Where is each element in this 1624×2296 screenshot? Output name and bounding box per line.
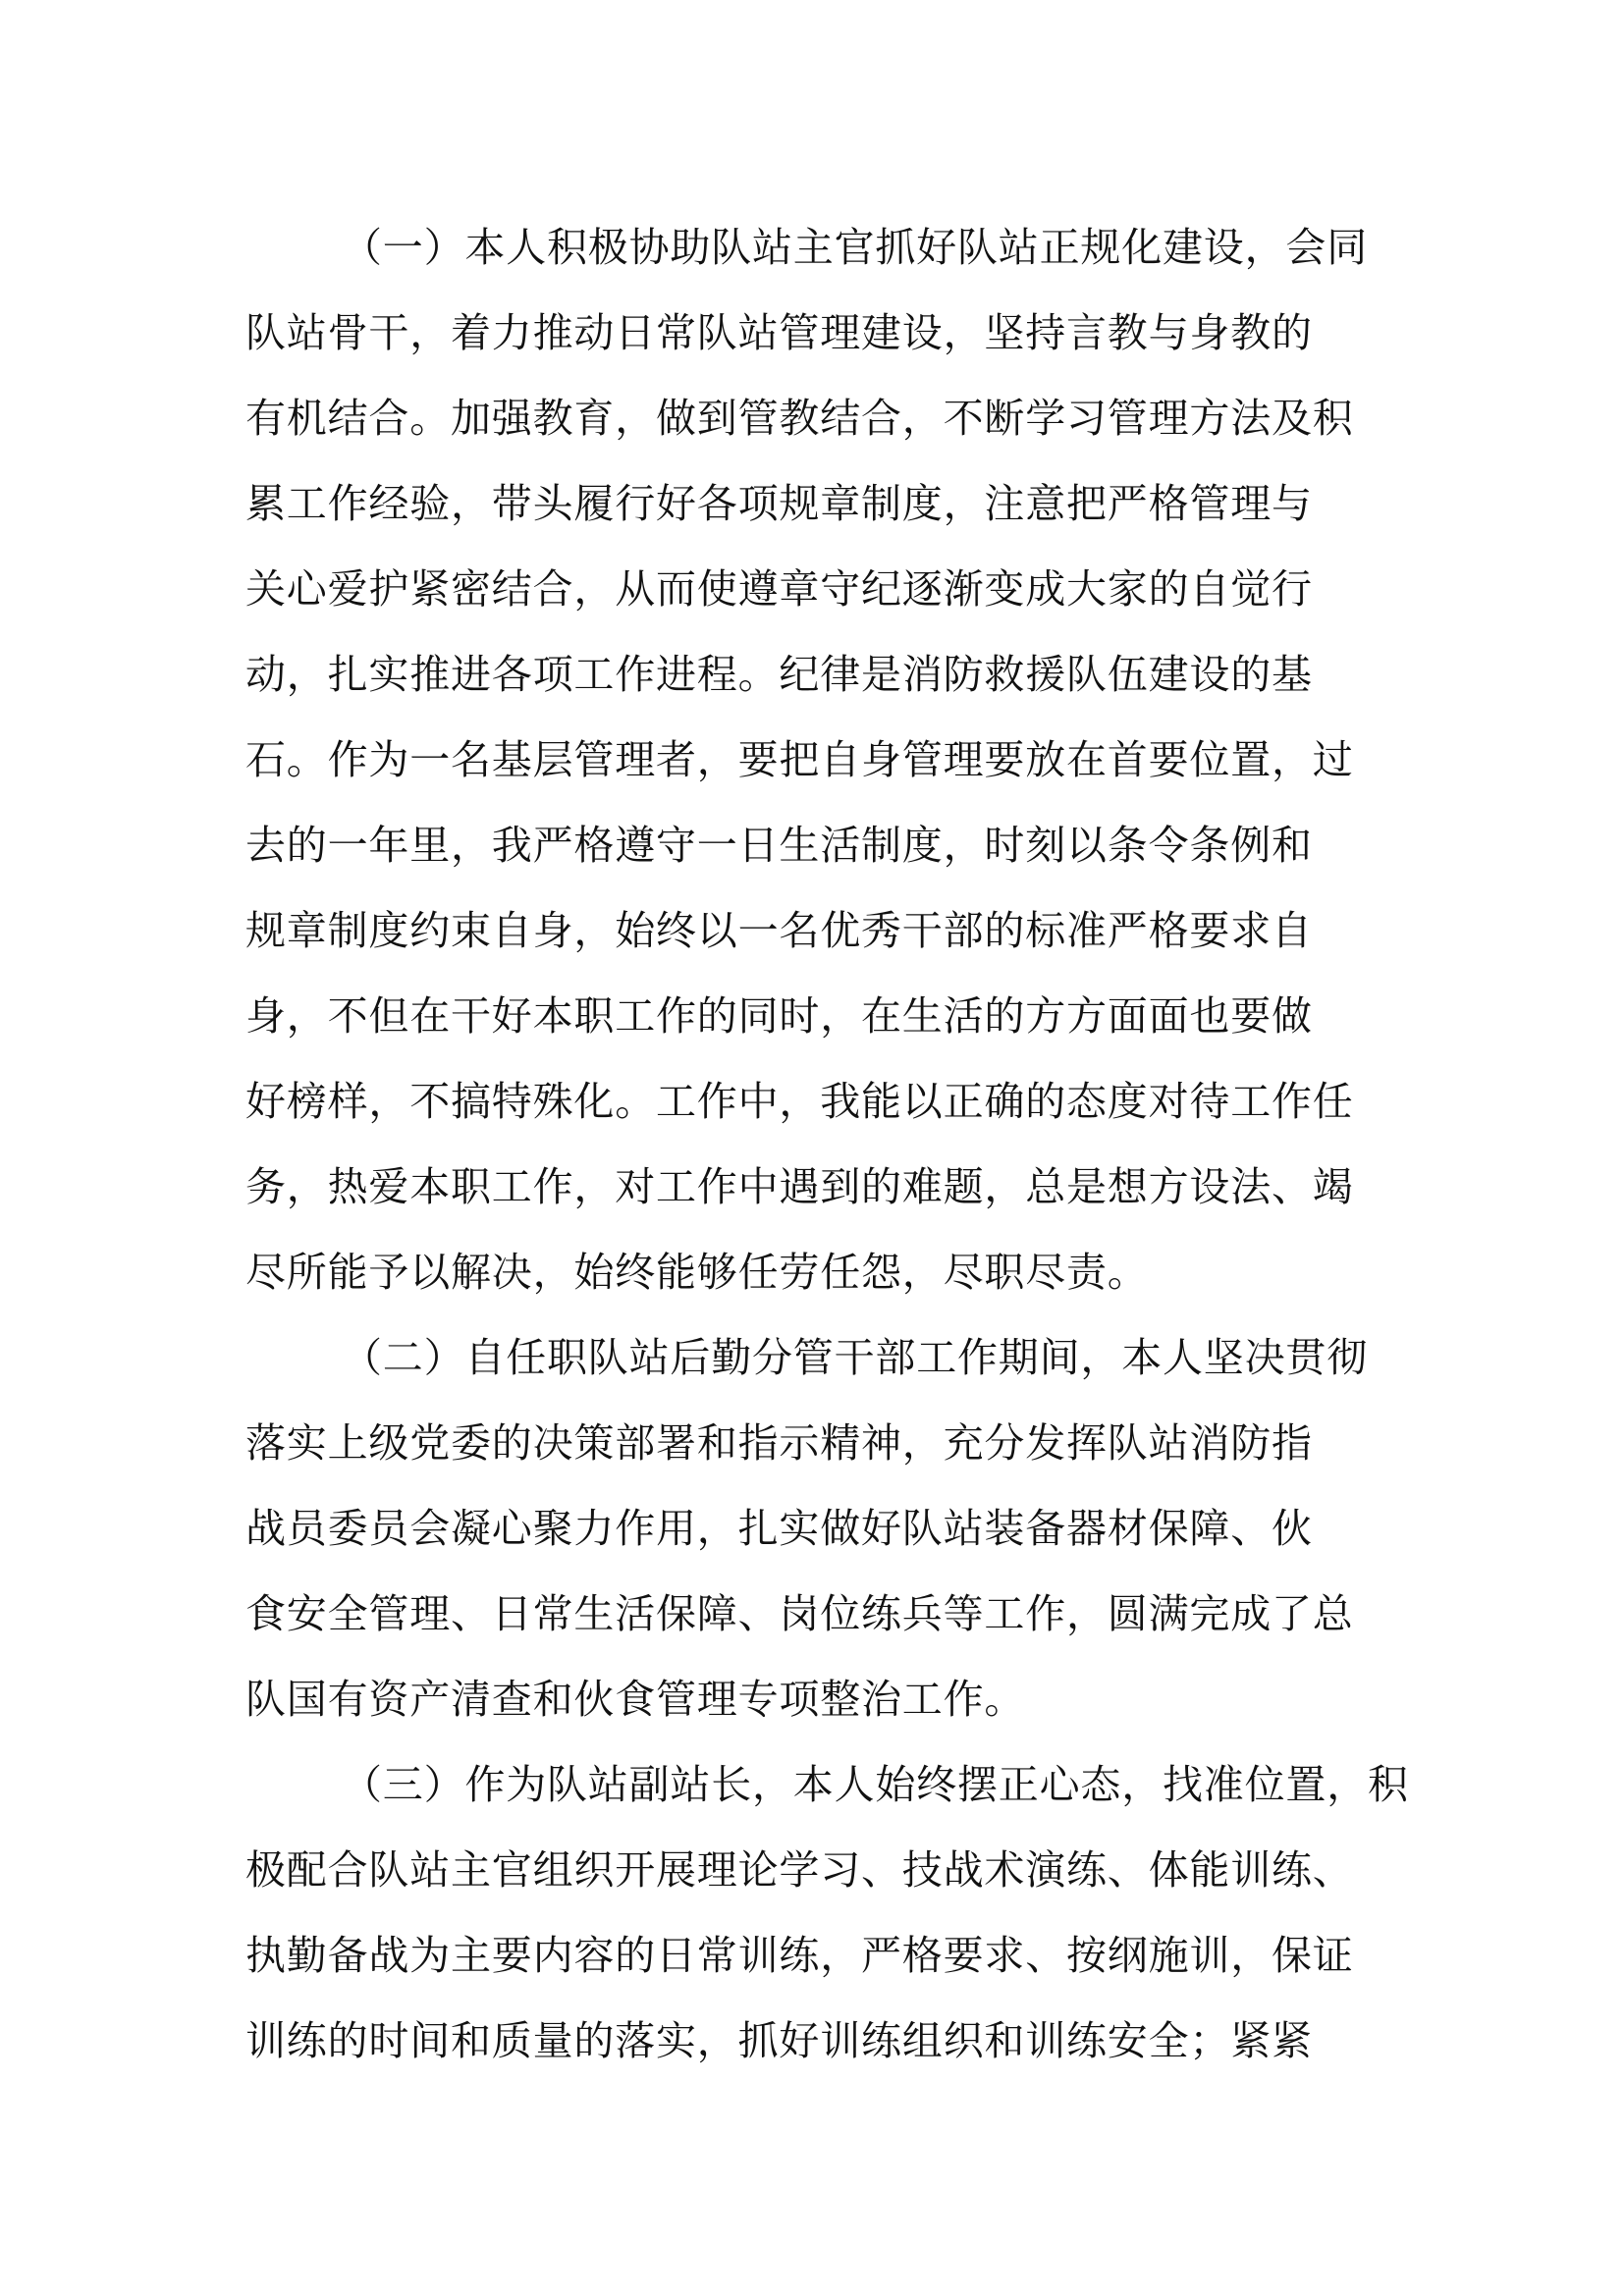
paragraph-1-line: 务，热爱本职工作，对工作中遇到的难题，总是想方设法、竭: [245, 1163, 1354, 1210]
paragraph-1-line: 规章制度约束自身，始终以一名优秀干部的标准严格要求自: [245, 907, 1313, 954]
paragraph-3-line: 极配合队站主官组织开展理论学习、技战术演练、体能训练、: [245, 1846, 1354, 1894]
paragraph-1-line: 累工作经验，带头履行好各项规章制度，注意把严格管理与: [245, 480, 1313, 527]
paragraph-3-line: 执勤备战为主要内容的日常训练，严格要求、按纲施训，保证: [245, 1932, 1354, 1979]
paragraph-1-line: 动，扎实推进各项工作进程。纪律是消防救援队伍建设的基: [245, 651, 1313, 698]
paragraph-3-line: 训练的时间和质量的落实，抓好训练组织和训练安全；紧紧: [245, 2017, 1313, 2064]
paragraph-1-line: （一）本人积极协助队站主官抓好队站正规化建设，会同: [342, 224, 1368, 271]
paragraph-1-line: 身，不但在干好本职工作的同时，在生活的方方面面也要做: [245, 992, 1313, 1040]
paragraph-1-line: 石。作为一名基层管理者，要把自身管理要放在首要位置，过: [245, 736, 1354, 783]
paragraph-2-line: 食安全管理、日常生活保障、岗位练兵等工作，圆满完成了总: [245, 1590, 1354, 1637]
paragraph-1-line: 队站骨干，着力推动日常队站管理建设，坚持言教与身教的: [245, 309, 1313, 356]
paragraph-1-line: 好榜样，不搞特殊化。工作中，我能以正确的态度对待工作任: [245, 1078, 1354, 1125]
paragraph-3-line: （三）作为队站副站长，本人始终摆正心态，找准位置，积: [342, 1761, 1409, 1808]
paragraph-1-line: 有机结合。加强教育，做到管教结合，不断学习管理方法及积: [245, 395, 1354, 442]
paragraph-2-line: 落实上级党委的决策部署和指示精神，充分发挥队站消防指: [245, 1419, 1313, 1467]
paragraph-2-line: 队国有资产清查和伙食管理专项整治工作。: [245, 1676, 1026, 1723]
paragraph-1-line: 关心爱护紧密结合，从而使遵章守纪逐渐变成大家的自觉行: [245, 565, 1313, 613]
paragraph-1-line: 尽所能予以解决，始终能够任劳任怨，尽职尽责。: [245, 1249, 1149, 1296]
paragraph-2-line: （二）自任职队站后勤分管干部工作期间，本人坚决贯彻: [342, 1334, 1368, 1381]
paragraph-1-line: 去的一年里，我严格遵守一日生活制度，时刻以条令条例和: [245, 822, 1313, 869]
paragraph-2-line: 战员委员会凝心聚力作用，扎实做好队站装备器材保障、伙: [245, 1505, 1313, 1552]
